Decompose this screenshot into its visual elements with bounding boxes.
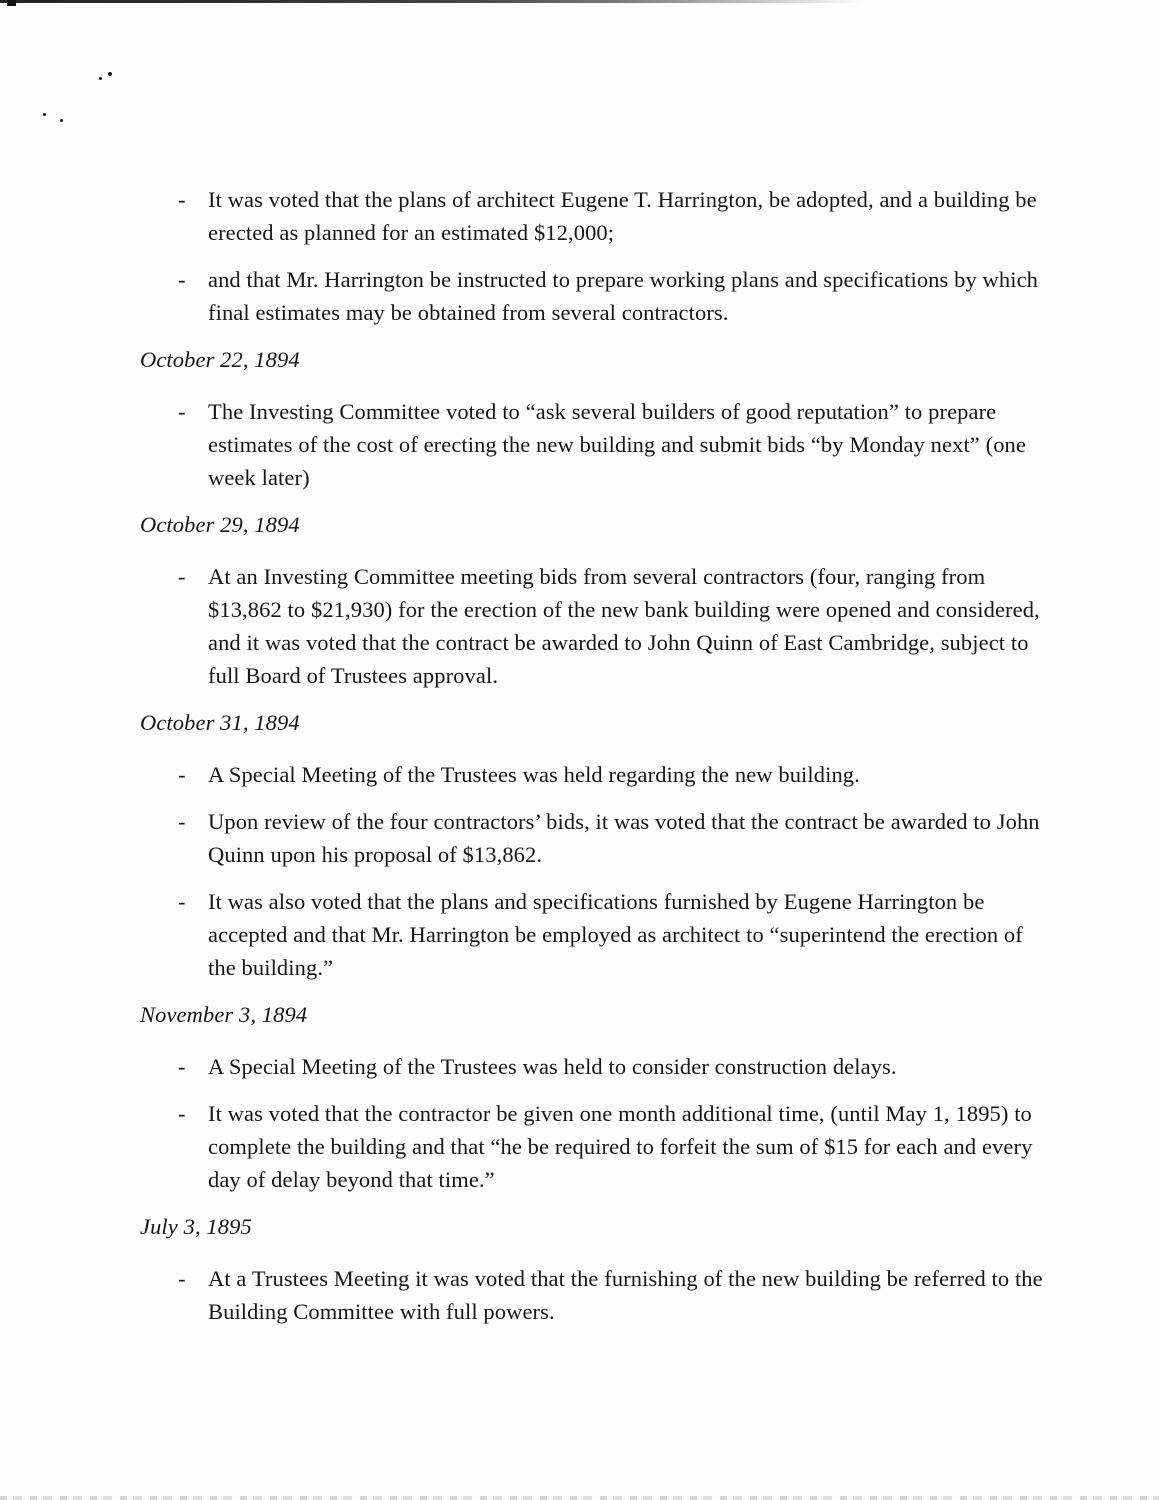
list-item <box>140 1050 1050 1083</box>
document-body <box>140 183 1050 1342</box>
list-item <box>140 885 1050 984</box>
bullet-text: At an Investing Committee meeting bids from several contractors (four, ranging from $13,862 to $21,930) for the erection of the new bank building were opened and considered, and it was voted that the contract be awarded to John Quinn of East Cambridge, subject to full Board of Trustees approval. <box>208 564 1040 688</box>
section-october-31-1894 <box>140 706 1050 984</box>
list-item <box>140 758 1050 791</box>
bullet-dash: - <box>178 564 186 589</box>
section-july-3-1895 <box>140 1210 1050 1328</box>
scan-artifact-bottom-edge-line <box>0 1496 1159 1500</box>
bullet-dash: - <box>178 762 186 787</box>
scan-speck <box>60 119 63 122</box>
section-october-22-1894 <box>140 343 1050 494</box>
scan-speck <box>99 77 102 80</box>
scan-speck <box>43 113 46 116</box>
scan-artifact-corner-mark <box>7 0 16 6</box>
bullet-text: Upon review of the four contractors’ bids, it was voted that the contract be awarded to John Quinn upon his proposal of $13,862. <box>208 809 1040 867</box>
bullet-text: It was voted that the plans of architect Eugene T. Harrington, be adopted, and a building be erected as planned for an estimated $12,000; <box>208 187 1037 245</box>
list-item <box>140 263 1050 329</box>
date-heading: October 31, 1894 <box>140 710 300 735</box>
bullet-dash: - <box>178 1266 186 1291</box>
bullet-text: It was voted that the contractor be given one month additional time, (until May 1, 1895) to complete the building and that “he be required to forfeit the sum of $15 for each and every day of delay beyond that time.” <box>208 1101 1033 1192</box>
bullet-text: A Special Meeting of the Trustees was held to consider construction delays. <box>208 1054 897 1079</box>
date-heading: October 22, 1894 <box>140 347 300 372</box>
bullet-dash: - <box>178 267 186 292</box>
section-november-3-1894 <box>140 998 1050 1196</box>
bullet-text: It was also voted that the plans and specifications furnished by Eugene Harrington be accepted and that Mr. Harrington be employed as architect to “superintend the erection of the building.” <box>208 889 1023 980</box>
scan-artifact-top-edge-line <box>0 0 862 3</box>
date-heading: July 3, 1895 <box>140 1214 252 1239</box>
bullet-dash: - <box>178 1101 186 1126</box>
date-heading: October 29, 1894 <box>140 512 300 537</box>
bullet-text: A Special Meeting of the Trustees was held regarding the new building. <box>208 762 860 787</box>
bullet-dash: - <box>178 889 186 914</box>
bullet-text: The Investing Committee voted to “ask several builders of good reputation” to prepare estimates of the cost of erecting the new building and submit bids “by Monday next” (one week later) <box>208 399 1026 490</box>
list-item <box>140 805 1050 871</box>
list-item <box>140 395 1050 494</box>
section-continuation <box>140 183 1050 329</box>
bullet-dash: - <box>178 809 186 834</box>
bullet-dash: - <box>178 187 186 212</box>
list-item <box>140 1097 1050 1196</box>
list-item <box>140 183 1050 249</box>
scan-speck <box>108 72 112 76</box>
list-item <box>140 1262 1050 1328</box>
section-october-29-1894 <box>140 508 1050 692</box>
bullet-dash: - <box>178 399 186 424</box>
list-item <box>140 560 1050 692</box>
bullet-text: At a Trustees Meeting it was voted that the furnishing of the new building be referred to the Building Committee with full powers. <box>208 1266 1043 1324</box>
bullet-dash: - <box>178 1054 186 1079</box>
date-heading: November 3, 1894 <box>140 1002 308 1027</box>
bullet-text: and that Mr. Harrington be instructed to prepare working plans and specifications by which final estimates may be obtained from several contractors. <box>208 267 1039 325</box>
